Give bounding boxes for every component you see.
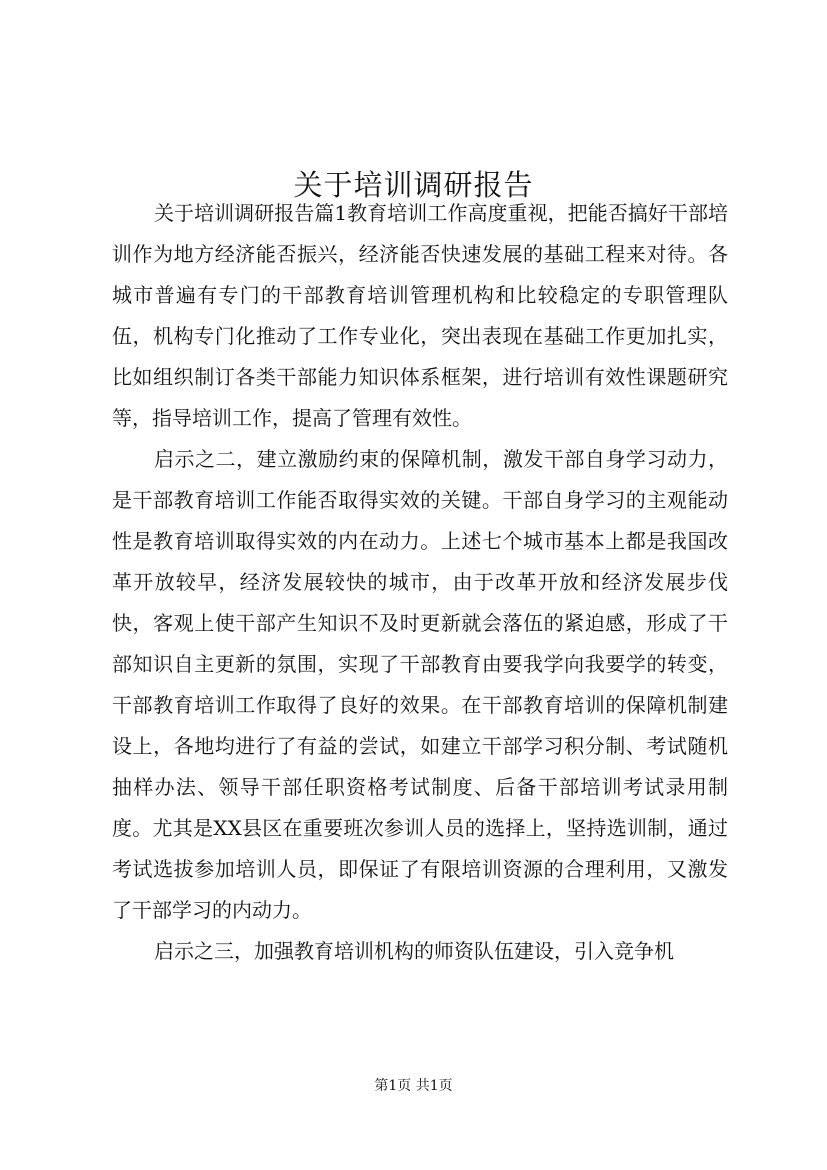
page-number-footer: 第1页 共1页 bbox=[374, 1078, 453, 1094]
paragraph-2: 启示之二，建立激励约束的保障机制，激发干部自身学习动力，是干部教育培训工作能否取得实效的关键。干部自身学习的主观能动性是教育培训取得实效的内在动力。上述七个城市基本上都是我国改革开放较早，经济发展较快的城市，由于改革开放和经济发展步伐快，客观上使干部产生知识不及时更新就会落伍的紧迫感，形成了干部知识自主更新的氛围，实现了干部教育由要我学向我要学的转变，干部教育培训工作取得了良好的效果。在干部教育培训的保障机制建设上，各地均进行了有益的尝试，如建立干部学习积分制、考试随机抽样办法、领导干部任职资格考试制度、后备干部培训考试录用制度。尤其是XX县区在重要班次参训人员的选择上，坚持选训制，通过考试选拔参加培训人员，即保证了有限培训资源的合理利用，又激发了干部学习的内动力。 bbox=[112, 447, 728, 922]
paragraph-3: 启示之三，加强教育培训机构的师资队伍建设，引入竞争机 bbox=[154, 939, 674, 963]
document-body bbox=[112, 193, 728, 972]
document-title: 关于培训调研报告 bbox=[293, 168, 534, 203]
paragraph-1: 关于培训调研报告篇1教育培训工作高度重视，把能否搞好干部培训作为地方经济能否振兴，经济能否快速发展的基础工程来对待。各城市普遍有专门的干部教育培训管理机构和比较稳定的专职管理队伍，机构专门化推动了工作专业化，突出表现在基础工作更加扎实，比如组织制订各类干部能力知识体系框架，进行培训有效性课题研究等，指导培训工作，提高了管理有效性。 bbox=[112, 201, 728, 430]
